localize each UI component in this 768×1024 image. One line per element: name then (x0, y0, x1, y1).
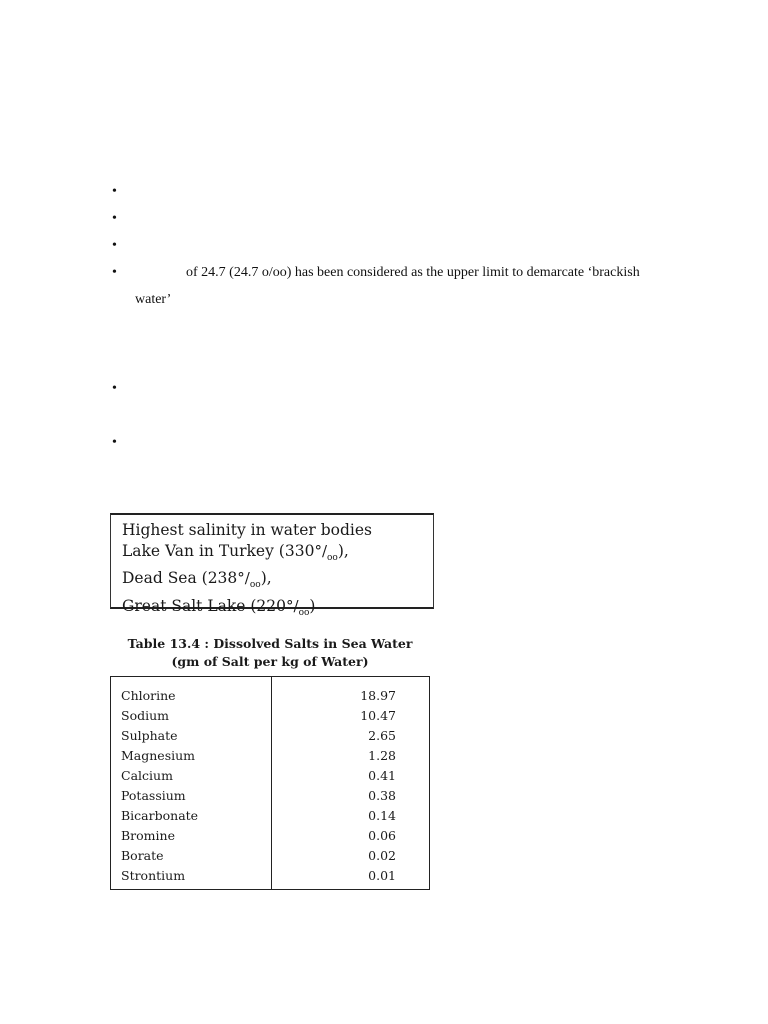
bullet-2: • (112, 211, 117, 226)
table-row (111, 786, 431, 806)
salt-value: 0.41 (368, 768, 396, 783)
salt-name: Bicarbonate (121, 808, 199, 823)
salt-value: 2.65 (368, 728, 396, 743)
salt-value: 1.28 (368, 748, 396, 763)
salt-name: Strontium (121, 868, 186, 883)
salt-value: 0.02 (368, 848, 396, 863)
table-row (111, 746, 431, 766)
table-caption-subtitle: (gm of Salt per kg of Water) (171, 654, 369, 669)
bullet-6: • (112, 435, 117, 450)
salt-name: Chlorine (121, 688, 176, 703)
table-row (111, 726, 431, 746)
salinity-box-title: Highest salinity in water bodies (122, 521, 372, 539)
table-row (111, 806, 431, 826)
salt-name: Sodium (121, 708, 169, 723)
bullet-1: • (112, 184, 117, 199)
salinity-item: Lake Van in Turkey $(330^\circ/_{oo})$, (122, 541, 349, 563)
table-row (111, 686, 431, 706)
bullet-3: • (112, 238, 117, 253)
salt-name: Calcium (121, 768, 173, 783)
salt-value: 0.38 (368, 788, 396, 803)
salinity-item: Great Salt Lake $(220^\circ/_{oo})$ (122, 596, 316, 618)
salt-value: 10.47 (360, 708, 396, 723)
salt-value: 0.14 (368, 808, 396, 823)
table-row (111, 706, 431, 726)
table-caption-title: Table 13.4 : Dissolved Salts in Sea Water (127, 636, 413, 651)
table-row (111, 766, 431, 786)
bullet-4-text-line-1: of 24.7 (24.7 o/oo) has been considered as the upper limit to demarcate ‘brackish (186, 265, 640, 280)
salt-value: 0.01 (368, 868, 396, 883)
salinity-item: Dead Sea $(238^\circ/_{oo})$, (122, 569, 272, 590)
salt-value: 18.97 (360, 688, 396, 703)
salt-name: Potassium (121, 788, 186, 803)
salt-name: Bromine (121, 828, 175, 843)
table-row (111, 846, 431, 866)
bullet-5: • (112, 381, 117, 396)
table-row (111, 826, 431, 846)
salt-value: 0.06 (368, 828, 396, 843)
salt-name: Sulphate (121, 728, 178, 743)
highest-salinity-box (110, 513, 434, 618)
bullet-4-text-line-2: water’ (135, 292, 172, 307)
bullet-4: • (112, 265, 117, 280)
table-row (111, 866, 431, 886)
dissolved-salts-table (110, 676, 430, 890)
salt-name: Magnesium (121, 748, 196, 763)
salt-name: Borate (121, 848, 164, 863)
